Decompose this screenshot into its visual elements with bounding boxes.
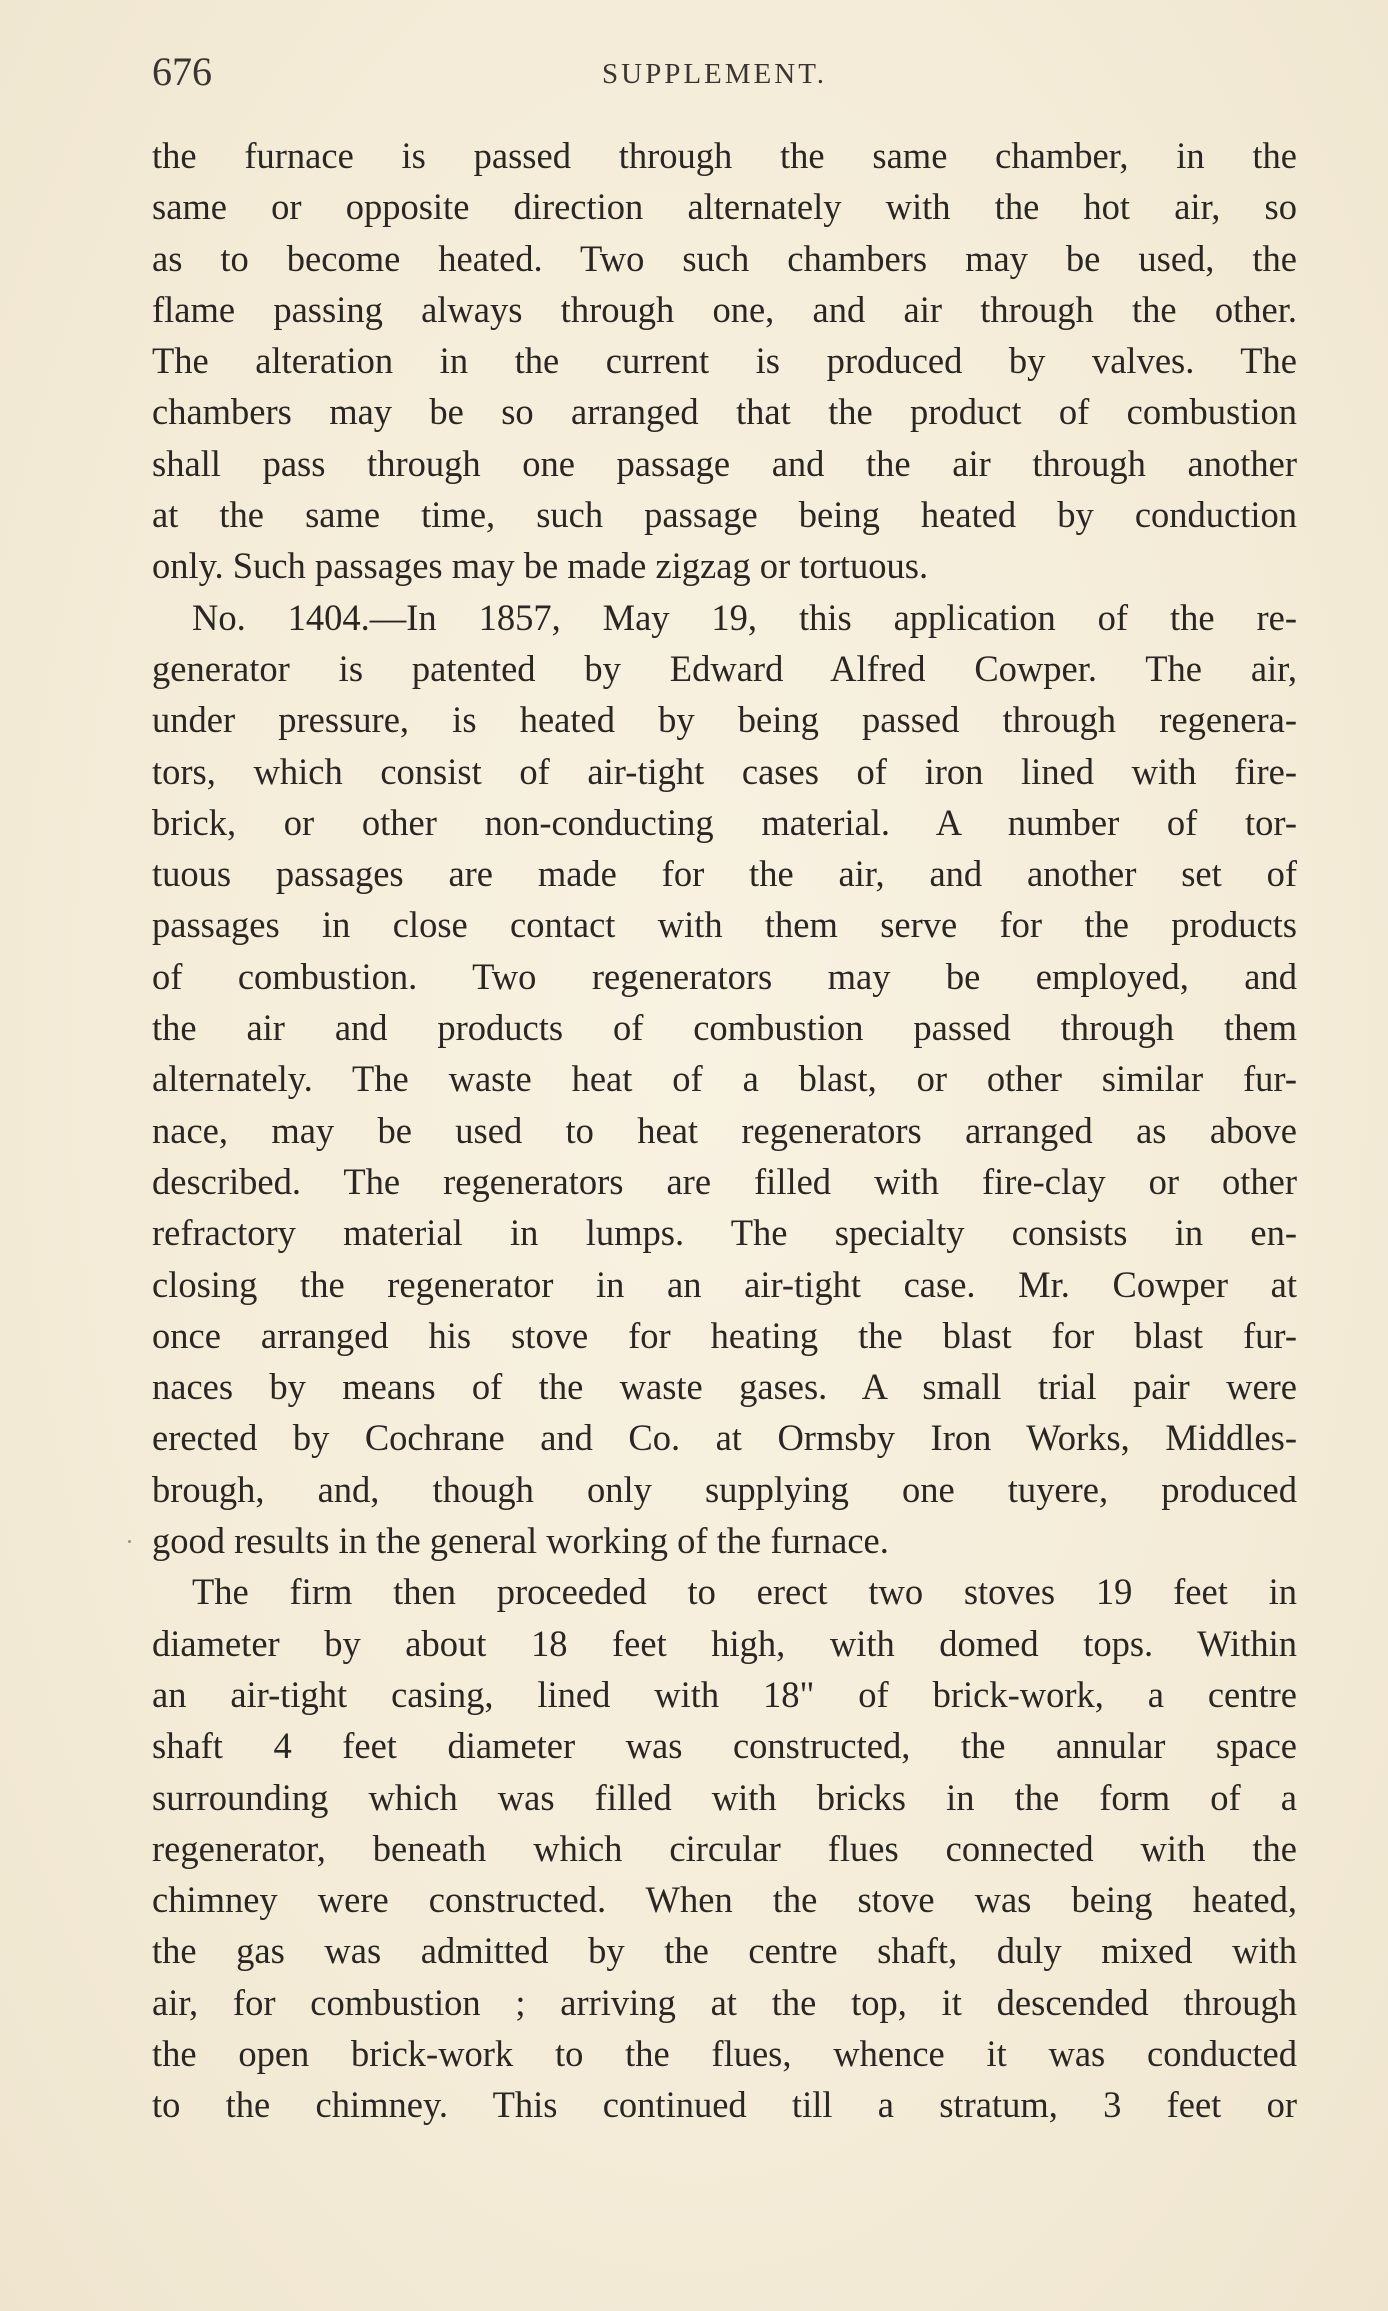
text-line: tuous passages are made for the air, and another set of	[152, 853, 1297, 895]
text-line: naces by means of the waste gases. A small trial pair were	[152, 1366, 1297, 1408]
running-title: SUPPLEMENT.	[602, 58, 828, 90]
text-line: regenerator, beneath which circular flues connected with the	[152, 1827, 1297, 1869]
text-line: erected by Cochrane and Co. at Ormsby Iron Works, Middles-	[152, 1417, 1297, 1459]
text-line: shall pass through one passage and the air through another	[152, 442, 1297, 484]
text-line: closing the regenerator in an air-tight case. Mr. Cowper at	[152, 1263, 1297, 1305]
text-line: to the chimney. This continued till a stratum, 3 feet or	[152, 2084, 1297, 2126]
text-line: only. Such passages may be made zigzag or tortuous.	[152, 545, 929, 587]
text-line: once arranged his stove for heating the blast for blast fur-	[152, 1314, 1297, 1356]
text-line: good results in the general working of the furnace.	[152, 1520, 889, 1562]
text-line: the open brick-work to the flues, whence it was conducted	[152, 2032, 1297, 2074]
text-line: at the same time, such passage being heated by conduction	[152, 494, 1297, 536]
text-line: tors, which consist of air-tight cases of iron lined with fire-	[152, 750, 1297, 792]
text-line: as to become heated. Two such chambers may be used, the	[152, 237, 1297, 279]
text-line: flame passing always through one, and air through the other.	[152, 288, 1297, 330]
text-line: diameter by about 18 feet high, with domed tops. Within	[152, 1622, 1297, 1664]
text-line: surrounding which was filled with bricks in the form of a	[152, 1776, 1297, 1818]
text-line: chimney were constructed. When the stove was being heated,	[152, 1879, 1297, 1921]
text-line: shaft 4 feet diameter was constructed, the annular space	[152, 1725, 1297, 1767]
text-line: described. The regenerators are filled with fire-clay or other	[152, 1160, 1297, 1202]
text-line: The alteration in the current is produced by valves. The	[152, 340, 1297, 382]
running-head	[152, 48, 1297, 96]
text-line: air, for combustion ; arriving at the top, it descended through	[152, 1981, 1297, 2023]
text-line: brick, or other non-conducting material. A number of tor-	[152, 801, 1297, 843]
body-text	[152, 130, 1297, 2131]
text-line: the furnace is passed through the same chamber, in the	[152, 135, 1297, 176]
text-line: alternately. The waste heat of a blast, or other similar fur-	[152, 1058, 1297, 1100]
text-line: of combustion. Two regenerators may be employed, and	[152, 955, 1297, 997]
text-line: an air-tight casing, lined with 18" of brick-work, a centre	[152, 1673, 1297, 1715]
text-line: brough, and, though only supplying one tuyere, produced	[152, 1468, 1297, 1510]
paragraph-start-line: The firm then proceeded to erect two stoves 19 feet in	[192, 1571, 1297, 1613]
text-line: the air and products of combustion passed through them	[152, 1007, 1297, 1049]
page-number: 676	[152, 49, 212, 94]
paragraph-start-line: No. 1404.—In 1857, May 19, this application of the re-	[192, 596, 1297, 638]
text-line: same or opposite direction alternately with the hot air, so	[152, 186, 1297, 228]
text-line: chambers may be so arranged that the product of combustion	[152, 391, 1297, 433]
text-line: under pressure, is heated by being passed through regenera-	[152, 699, 1297, 741]
text-line: refractory material in lumps. The specialty consists in en-	[152, 1212, 1297, 1254]
margin-speck	[128, 1540, 131, 1543]
text-line: passages in close contact with them serve for the products	[152, 904, 1297, 946]
text-line: nace, may be used to heat regenerators arranged as above	[152, 1109, 1297, 1151]
text-line: generator is patented by Edward Alfred Cowper. The air,	[152, 647, 1297, 689]
text-line: the gas was admitted by the centre shaft, duly mixed with	[152, 1930, 1297, 1972]
